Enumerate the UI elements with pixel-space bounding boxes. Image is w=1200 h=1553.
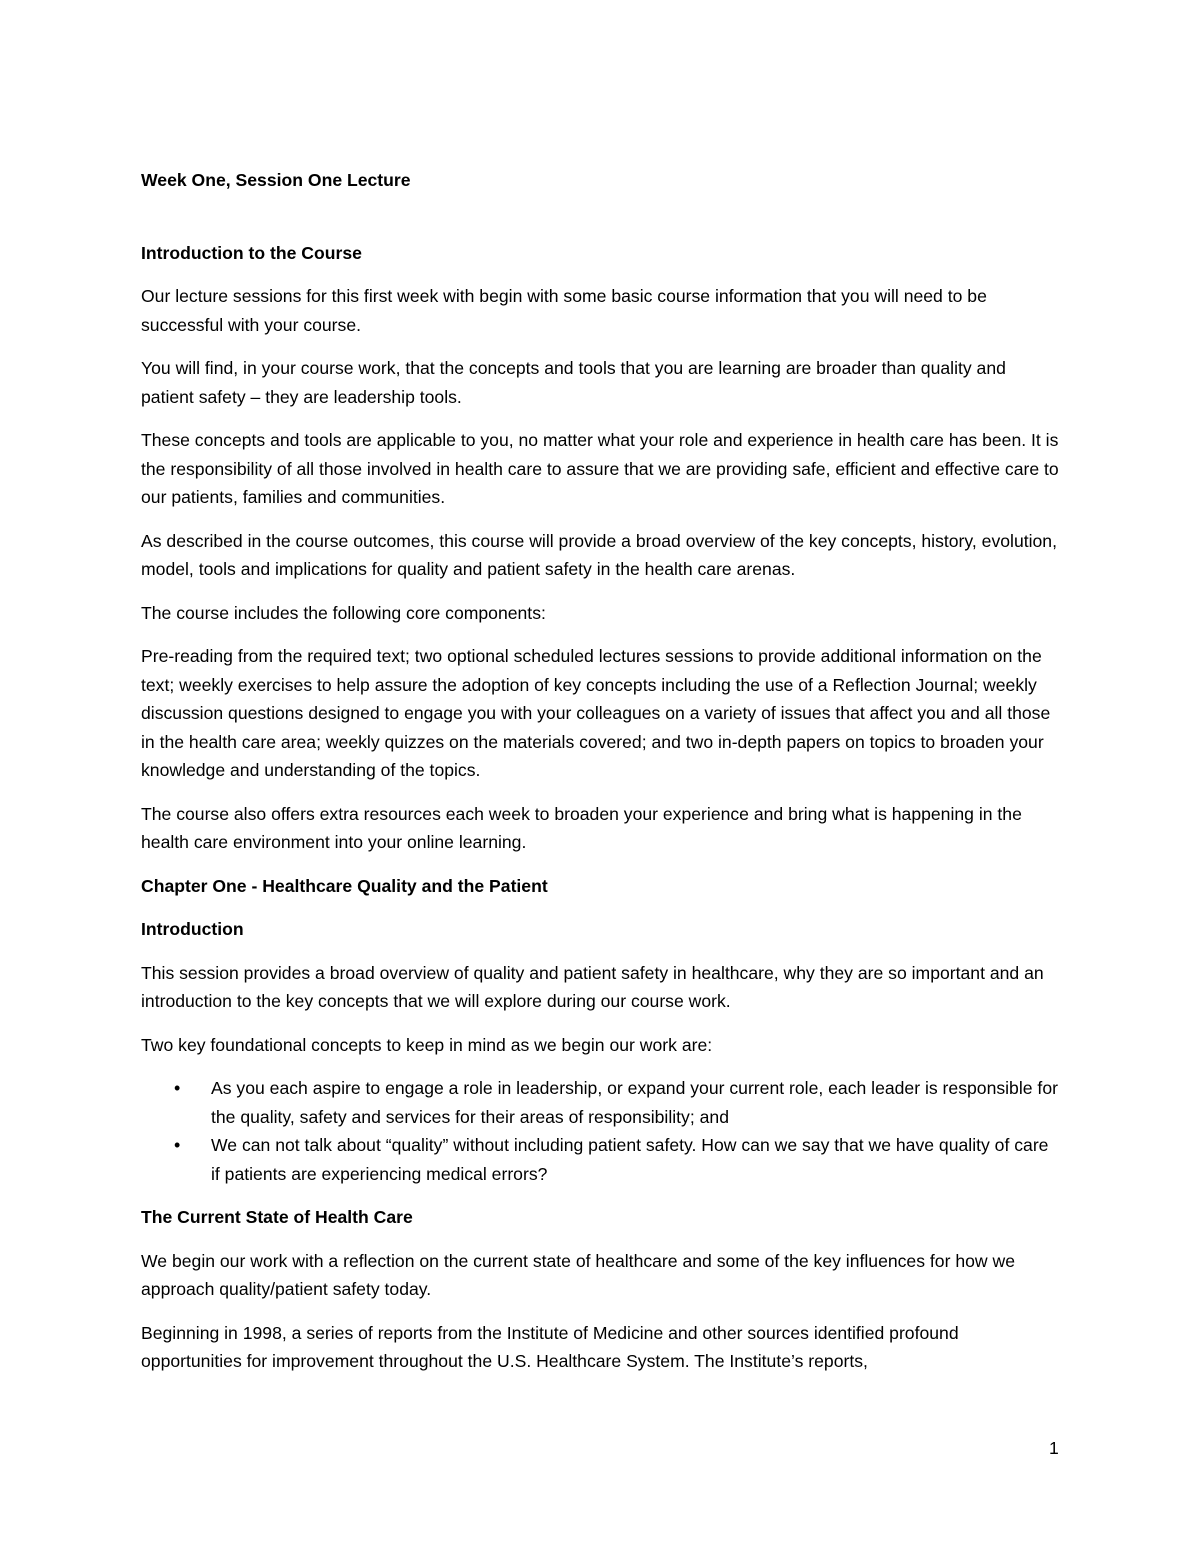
- bullet-icon: •: [174, 1135, 181, 1155]
- paragraph-current-state-2: Beginning in 1998, a series of reports from the Institute of Medicine and other sources identified profound opportunities for improvement throughout the U.S. Healthcare System. The Institute’s reports,: [141, 1322, 959, 1371]
- list-item-text: As you each aspire to engage a role in leadership, or expand your current role, each leader is responsible for the quality, safety and services for their areas of responsibility; and: [211, 1078, 1058, 1127]
- paragraph-intro-1: Our lecture sessions for this first week with begin with some basic course information that you will need to be successful with your course.: [141, 286, 987, 335]
- paragraph-intro-4: As described in the course outcomes, this course will provide a broad overview of the key concepts, history, evolution, model, tools and implications for quality and patient safety in the health care arenas.: [141, 530, 1057, 579]
- document-page: [141, 166, 1061, 1391]
- paragraph-current-state-1: We begin our work with a reflection on the current state of healthcare and some of the key influences for how we approach quality/patient safety today.: [141, 1250, 1015, 1299]
- paragraph-intro-7: The course also offers extra resources each week to broaden your experience and bring what is happening in the health care environment into your online learning.: [141, 803, 1022, 852]
- list-item: [141, 1074, 1061, 1131]
- paragraph-intro-2: You will find, in your course work, that the concepts and tools that you are learning are broader than quality and patient safety – they are leadership tools.: [141, 358, 1006, 407]
- paragraph-intro-6: Pre-reading from the required text; two optional scheduled lectures sessions to provide additional information on the text; weekly exercises to help assure the adoption of key concepts including the use of a Reflection Journal; weekly discussion questions designed to engage you with your colleagues on a variety of issues that affect you and all those in the health care area; weekly quizzes on the materials covered; and two in-depth papers on topics to broaden your knowledge and understanding of the topics.: [141, 646, 1051, 780]
- paragraph-introduction-2: Two key foundational concepts to keep in mind as we begin our work are:: [141, 1034, 713, 1055]
- paragraph-intro-3: These concepts and tools are applicable to you, no matter what your role and experience in health care has been. It is the responsibility of all those involved in health care to assure that we are providing safe, efficient and effective care to our patients, families and communities.: [141, 430, 1059, 507]
- document-title: Week One, Session One Lecture: [141, 170, 411, 190]
- section-heading-introduction: Introduction: [141, 919, 244, 939]
- section-heading-current-state: The Current State of Health Care: [141, 1207, 413, 1227]
- list-item: [141, 1131, 1061, 1188]
- list-item-text: We can not talk about “quality” without including patient safety. How can we say that we have quality of care if patients are experiencing medical errors?: [211, 1135, 1049, 1184]
- bullet-list: [141, 1074, 1061, 1188]
- paragraph-introduction-1: This session provides a broad overview of quality and patient safety in healthcare, why they are so important and an introduction to the key concepts that we will explore during our course work.: [141, 962, 1044, 1011]
- page-number: 1: [1049, 1438, 1059, 1458]
- paragraph-intro-5: The course includes the following core components:: [141, 602, 546, 623]
- bullet-icon: •: [174, 1078, 181, 1098]
- section-heading-intro-course: Introduction to the Course: [141, 242, 362, 263]
- chapter-heading: Chapter One - Healthcare Quality and the Patient: [141, 875, 548, 896]
